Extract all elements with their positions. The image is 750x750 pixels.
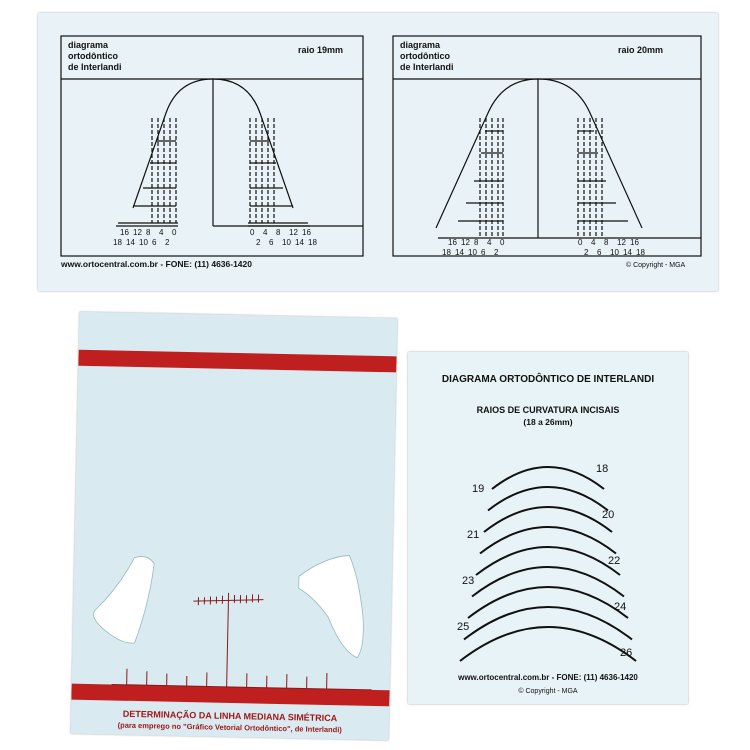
incisal-arc [484,507,615,532]
top-red-band [78,350,396,373]
scale-right-top-label: 12 [289,228,298,237]
scale-left-bottom-label: 14 [126,238,135,247]
radii-card-title: DIAGRAMA ORTODÔNTICO DE INTERLANDI [441,374,655,385]
scale-right-top-label: 16 [302,228,311,237]
incisal-radii-card [408,352,688,704]
scale-r-left-bottom-label: 14 [455,248,464,257]
scale-r-left-top-label: 12 [461,238,470,247]
radii-range: (18 a 26mm) [523,417,573,427]
left-radius-label: raio 19mm [298,45,344,55]
right-cutout [297,554,365,657]
scale-right-top-label: 0 [250,228,255,237]
scale-left-top-label: 12 [133,228,142,237]
right-title-line3: de Interlandi [400,62,454,72]
incisal-radii-drawing [408,352,688,704]
scale-left-bottom-label: 2 [165,238,170,247]
radius-label-right: 24 [614,601,627,613]
incisal-arc [464,607,632,640]
scale-r-left-bottom-label: 6 [481,248,486,257]
scale-left-top-label: 4 [159,228,164,237]
left-title-line3: de Interlandi [68,62,122,72]
scale-labels [113,228,645,257]
left-title-line1: diagrama [68,40,109,50]
radius-label-left: 25 [457,621,470,633]
right-title-line2: ortodôntico [400,51,450,61]
midline-card [71,312,398,741]
scale-right-top-label: 8 [276,228,281,237]
scale-r-right-bottom-label: 6 [597,248,602,257]
left-cutout [93,555,154,643]
scale-r-right-bottom-label: 2 [584,248,589,257]
incisal-arc [468,587,628,618]
radii-card-footer: www.ortocentral.com.br - FONE: (11) 4636-1420 [458,673,638,682]
right-radius-label: raio 20mm [618,45,664,55]
scale-left-bottom-label: 18 [113,238,122,247]
incisal-arc [460,627,636,661]
scale-r-left-bottom-label: 2 [494,248,499,257]
scale-r-right-top-label: 8 [604,238,609,247]
interlandi-diagram-card [38,13,718,291]
scale-right-bottom-label: 6 [269,238,274,247]
midline-title: DETERMINAÇÃO DA LINHA MEDIANA SIMÉTRICA [122,708,338,724]
interlandi-diagram-drawing [38,13,718,291]
radius-label-left: 19 [472,483,485,495]
right-title-line1: diagrama [400,40,441,50]
scale-right-bottom-label: 2 [256,238,261,247]
left-title-line2: ortodôntico [68,51,118,61]
scale-r-right-top-label: 12 [617,238,626,247]
radius-label-right: 22 [608,555,621,567]
radius-label-right: 26 [620,647,633,659]
scale-r-right-bottom-label: 10 [610,248,619,257]
radius-label-left: 23 [462,575,475,587]
radii-card-subtitle: RAIOS DE CURVATURA INCISAIS [476,405,620,415]
radius-label-left: 21 [467,529,480,541]
incisal-arc [476,547,620,575]
midline-drawing [71,312,398,741]
incisal-arc [472,567,624,597]
scale-r-left-top-label: 8 [474,238,479,247]
scale-left-top-label: 16 [120,228,129,237]
top-footer: www.ortocentral.com.br - FONE: (11) 4636-1420 [61,259,252,269]
scale-left-bottom-label: 6 [152,238,157,247]
incisal-arc [480,527,616,554]
scale-r-left-bottom-label: 10 [468,248,477,257]
scale-right-bottom-label: 14 [295,238,304,247]
scale-right-top-label: 4 [263,228,268,237]
scale-r-left-top-label: 0 [500,238,505,247]
scale-r-left-top-label: 16 [448,238,457,247]
scale-r-left-bottom-label: 18 [442,248,451,257]
radius-label-right: 20 [602,509,615,521]
scale-r-left-top-label: 4 [487,238,492,247]
scale-r-right-bottom-label: 18 [636,248,645,257]
scale-left-top-label: 0 [172,228,177,237]
scale-left-bottom-label: 10 [139,238,148,247]
top-copyright: © Copyright - MGA [626,262,686,269]
incisal-arc [492,467,604,489]
scale-right-bottom-label: 18 [308,238,317,247]
midline-subtitle: (para emprego no "Gráfico Vetorial Ortodôntico", de Interlandi) [117,720,342,735]
radius-label-right: 18 [596,463,609,475]
scale-r-right-top-label: 0 [578,238,583,247]
scale-r-right-top-label: 4 [591,238,596,247]
scale-r-right-bottom-label: 14 [623,248,632,257]
scale-right-bottom-label: 10 [282,238,291,247]
scale-left-top-label: 8 [146,228,151,237]
radius-labels [457,463,632,659]
radii-card-copyright: © Copyright - MGA [518,688,578,695]
scale-r-right-top-label: 16 [630,238,639,247]
